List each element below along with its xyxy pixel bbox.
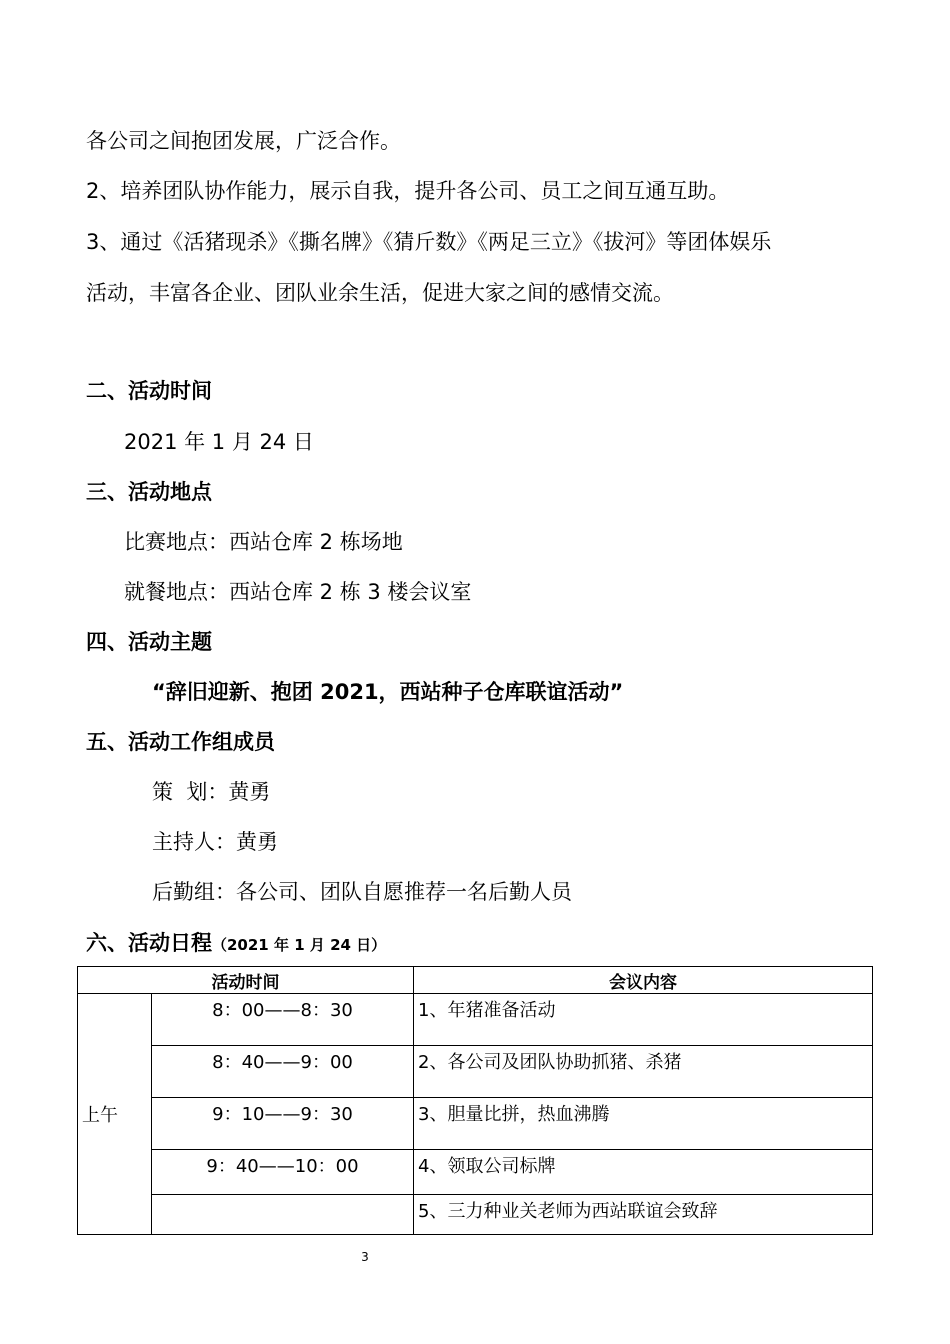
- content-cell: 3、胆量比拼，热血沸腾: [414, 1098, 873, 1150]
- activity-theme: “辞旧迎新、抱团 2021，西站种子仓库联谊活动”: [152, 680, 624, 704]
- time-cell: 8：00——8：30: [152, 994, 414, 1046]
- page-number: 3: [361, 1250, 369, 1264]
- time-cell: 9：10——9：30: [152, 1098, 414, 1150]
- header-time: 活动时间: [78, 967, 414, 994]
- section-heading-schedule: [86, 928, 386, 960]
- time-cell: [152, 1195, 414, 1235]
- table-row: [78, 1098, 873, 1150]
- schedule-heading-date: （2021 年 1 月 24 日）: [212, 936, 387, 954]
- section-heading-theme: 四、活动主题: [86, 630, 212, 654]
- schedule-heading-title: 六、活动日程: [86, 931, 212, 955]
- intro-line-1: 各公司之间抱团发展，广泛合作。: [86, 129, 401, 153]
- time-cell: 9：40——10：00: [152, 1150, 414, 1195]
- content-cell: 5、三力种业关老师为西站联谊会致辞: [414, 1195, 873, 1235]
- competition-location: 比赛地点：西站仓库 2 栋场地: [124, 530, 403, 554]
- schedule-table: [77, 966, 873, 1235]
- table-row: [78, 1195, 873, 1235]
- dining-location: 就餐地点：西站仓库 2 栋 3 楼会议室: [124, 580, 472, 604]
- staff-logistics: 后勤组：各公司、团队自愿推荐一名后勤人员: [152, 880, 572, 904]
- time-cell: 8：40——9：00: [152, 1046, 414, 1098]
- staff-planner: 策 划：黄勇: [152, 780, 271, 804]
- intro-line-3: 3、通过《活猪现杀》《撕名牌》《猜斤数》《两足三立》《拔河》等团体娱乐: [86, 230, 772, 254]
- table-row: [78, 994, 873, 1046]
- period-cell: 上午: [78, 994, 152, 1235]
- content-cell: 2、各公司及团队协助抓猪、杀猪: [414, 1046, 873, 1098]
- table-row: [78, 1150, 873, 1195]
- content-cell: 4、领取公司标牌: [414, 1150, 873, 1195]
- intro-line-2: 2、培养团队协作能力，展示自我，提升各公司、员工之间互通互助。: [86, 179, 730, 203]
- section-heading-time: 二、活动时间: [86, 379, 212, 403]
- section-heading-location: 三、活动地点: [86, 480, 212, 504]
- staff-host: 主持人：黄勇: [152, 830, 278, 854]
- intro-line-4: 活动，丰富各企业、团队业余生活，促进大家之间的感情交流。: [86, 281, 674, 305]
- table-row: [78, 1046, 873, 1098]
- activity-date: 2021 年 1 月 24 日: [124, 430, 314, 454]
- section-heading-staff: 五、活动工作组成员: [86, 730, 275, 754]
- content-cell: 1、年猪准备活动: [414, 994, 873, 1046]
- header-content: 会议内容: [414, 967, 873, 994]
- table-header-row: [78, 967, 873, 994]
